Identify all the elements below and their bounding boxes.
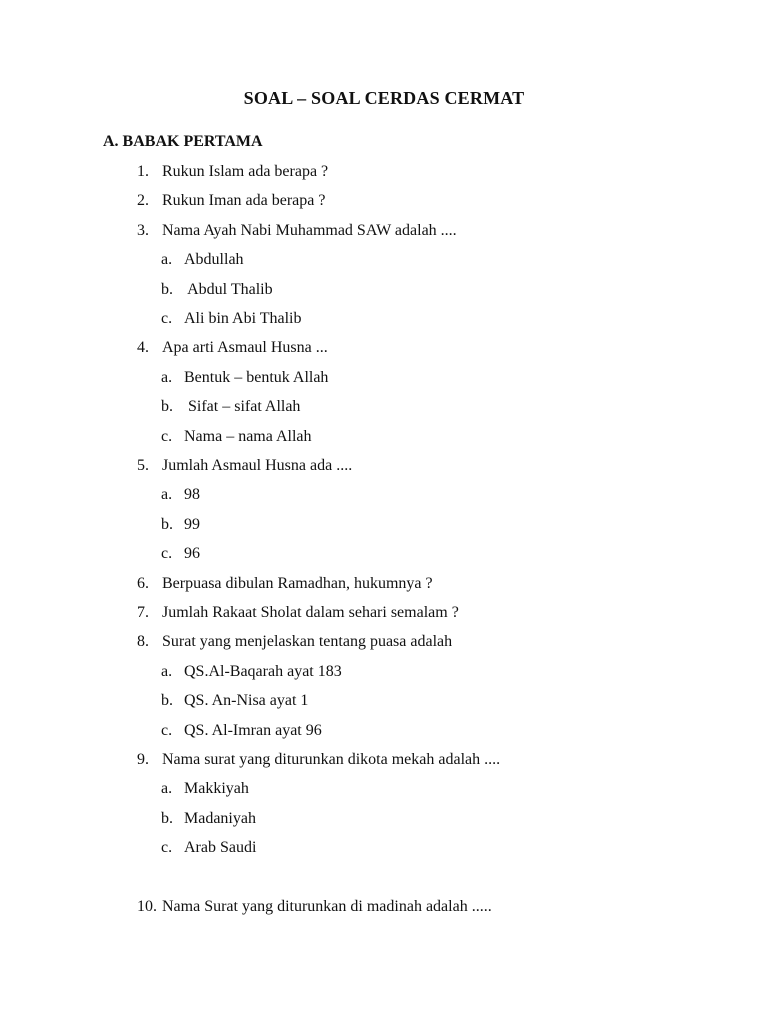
option-letter: a.: [161, 486, 173, 503]
option-letter: c.: [161, 722, 173, 739]
question-number: 5.: [137, 457, 149, 474]
question-number: 10.: [137, 898, 157, 915]
answer-option: [161, 779, 249, 799]
question-item: [137, 456, 352, 476]
answer-option: [161, 691, 308, 711]
answer-option: [161, 427, 312, 447]
option-text: QS. Al-Imran ayat 96: [184, 722, 322, 739]
question-text: Berpuasa dibulan Ramadhan, hukumnya ?: [162, 575, 433, 592]
option-letter: c.: [161, 310, 173, 327]
option-letter: a.: [161, 663, 173, 680]
question-text: Surat yang menjelaskan tentang puasa adalah: [162, 633, 453, 650]
option-text: Ali bin Abi Thalib: [184, 310, 302, 327]
question-text: Jumlah Rakaat Sholat dalam sehari semalam ?: [162, 604, 459, 621]
answer-option: [161, 309, 301, 329]
answer-option: [161, 721, 322, 741]
question-item: [137, 750, 500, 770]
answer-option: [161, 397, 300, 417]
option-text: Makkiyah: [184, 780, 249, 797]
option-letter: b.: [161, 398, 173, 415]
answer-option: [161, 280, 273, 300]
question-number: 9.: [137, 751, 149, 768]
question-item: [137, 574, 433, 594]
option-letter: c.: [161, 839, 173, 856]
question-item: [137, 603, 459, 623]
option-text: 96: [184, 545, 200, 562]
option-text: 99: [184, 516, 200, 533]
question-text: Nama Surat yang diturunkan di madinah adalah .....: [162, 898, 492, 915]
option-letter: a.: [161, 780, 173, 797]
option-letter: b.: [161, 810, 173, 827]
answer-option: [161, 515, 200, 535]
answer-option: [161, 809, 256, 829]
option-text: Bentuk – bentuk Allah: [184, 369, 329, 386]
question-number: 7.: [137, 604, 149, 621]
question-text: Jumlah Asmaul Husna ada ....: [162, 457, 353, 474]
question-number: 8.: [137, 633, 149, 650]
question-number: 3.: [137, 222, 149, 239]
answer-option: [161, 250, 244, 270]
question-number: 6.: [137, 575, 149, 592]
question-item: [137, 221, 457, 241]
answer-option: [161, 544, 200, 564]
question-text: Rukun Islam ada berapa ?: [162, 163, 329, 180]
question-item: [137, 897, 492, 917]
question-text: Nama surat yang diturunkan dikota mekah adalah ....: [162, 751, 501, 768]
answer-option: [161, 485, 200, 505]
option-text: Abdullah: [184, 251, 244, 268]
answer-option: [161, 838, 256, 858]
option-text: Nama – nama Allah: [184, 428, 312, 445]
question-item: [137, 338, 328, 358]
answer-option: [161, 662, 342, 682]
question-number: 1.: [137, 163, 149, 180]
option-letter: b.: [161, 692, 173, 709]
question-item: [137, 162, 328, 182]
option-text: QS. An-Nisa ayat 1: [184, 692, 309, 709]
question-text: Nama Ayah Nabi Muhammad SAW adalah ....: [162, 222, 457, 239]
page-title: SOAL – SOAL CERDAS CERMAT: [243, 88, 525, 108]
answer-option: [161, 368, 328, 388]
option-letter: b.: [161, 516, 173, 533]
option-text: Arab Saudi: [184, 839, 257, 856]
option-text: Sifat – sifat Allah: [184, 398, 301, 415]
option-text: QS.Al-Baqarah ayat 183: [184, 663, 342, 680]
option-text: Abdul Thalib: [184, 281, 273, 298]
option-text: Madaniyah: [184, 810, 256, 827]
option-letter: a.: [161, 251, 173, 268]
question-text: Apa arti Asmaul Husna ...: [162, 339, 328, 356]
option-letter: a.: [161, 369, 173, 386]
question-text: Rukun Iman ada berapa ?: [162, 192, 326, 209]
option-letter: b.: [161, 281, 173, 298]
option-letter: c.: [161, 428, 173, 445]
question-item: [137, 632, 452, 652]
option-letter: c.: [161, 545, 173, 562]
question-number: 4.: [137, 339, 149, 356]
section-heading: A. BABAK PERTAMA: [103, 133, 263, 150]
question-number: 2.: [137, 192, 149, 209]
option-text: 98: [184, 486, 200, 503]
question-item: [137, 191, 325, 211]
